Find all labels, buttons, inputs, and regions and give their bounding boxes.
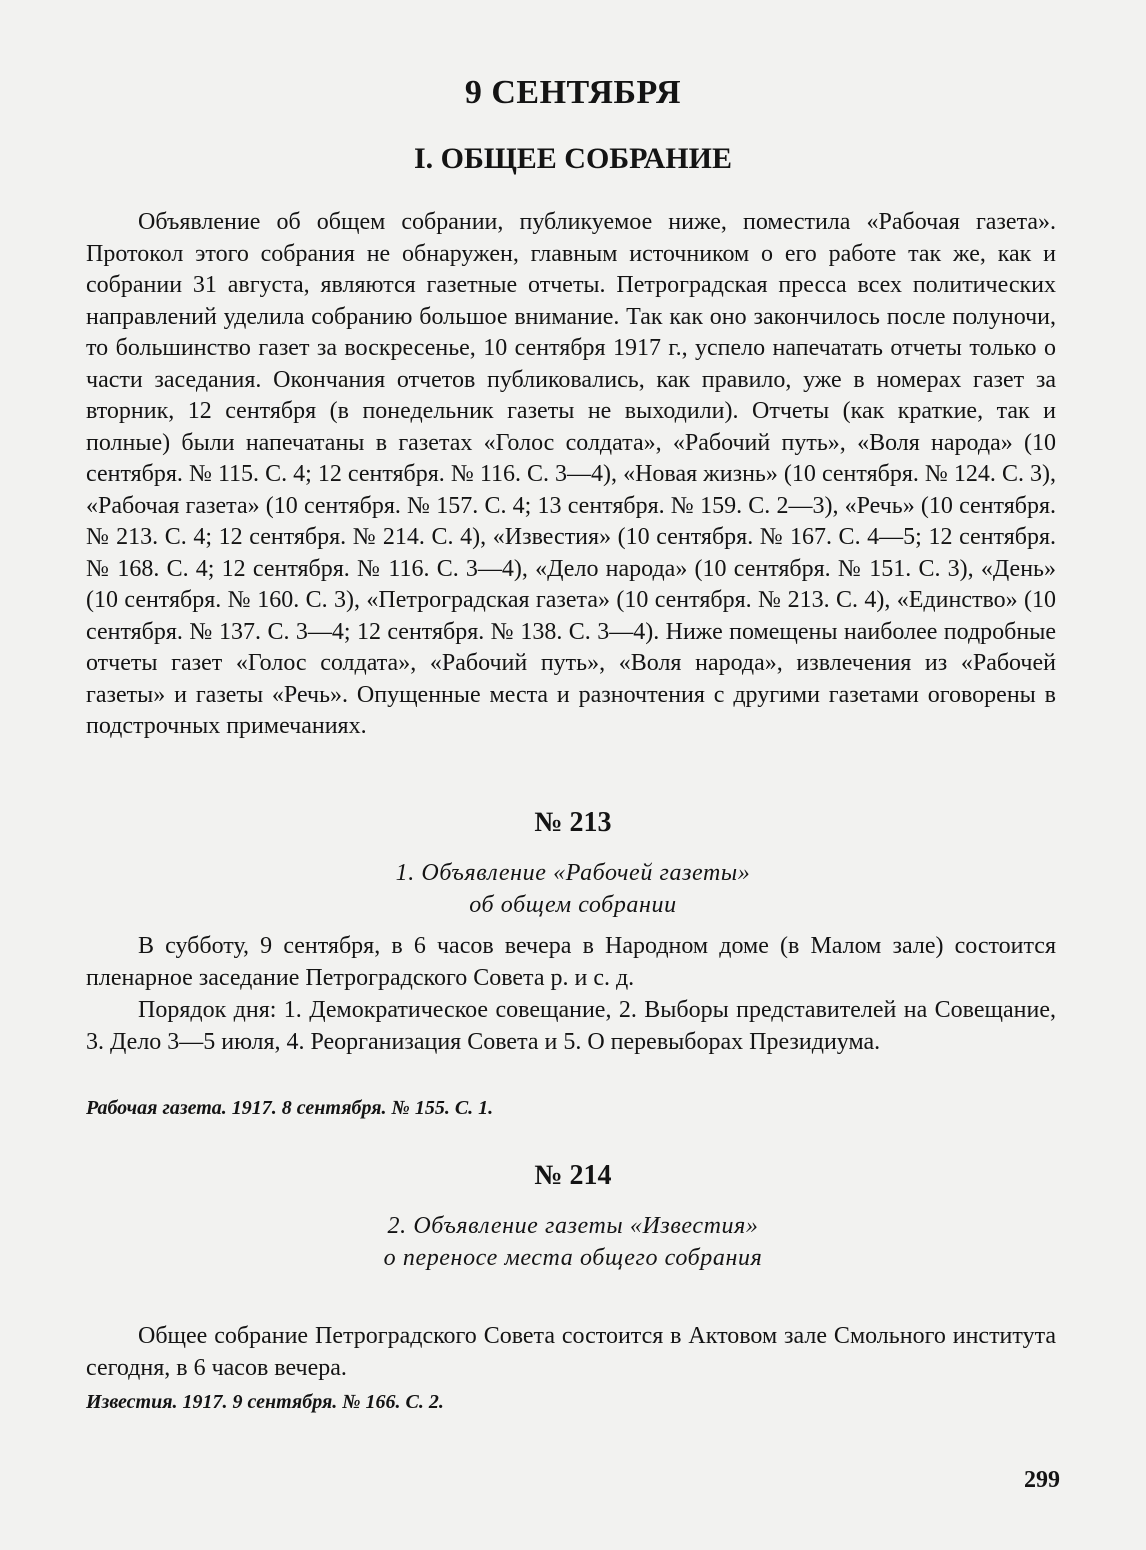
document-title-214 [0,1211,1146,1274]
source-citation-214: Известия. 1917. 9 сентября. № 166. С. 2. [86,1391,444,1413]
document-title-213 [0,858,1146,921]
document-title-214-line2: о переносе места общего собрания [383,1244,763,1271]
announcement-213-paragraph-2: Порядок дня: 1. Демократическое совещание, 2. Выборы представителей на Совещание, 3. Дело 3—5 июля, 4. Реорганизация Совета и 5. О перевыборах Президиума. [86,997,1056,1055]
announcement-213-paragraph-1: В субботу, 9 сентября, в 6 часов вечера в Народном доме (в Малом зале) состоится пленарное заседание Петроградского Совета р. и с. д. [86,933,1056,991]
announcement-214-paragraph-1: Общее собрание Петроградского Совета состоится в Актовом зале Смольного института сегодня, в 6 часов вечера. [86,1323,1056,1381]
date-heading: 9 СЕНТЯБРЯ [464,74,682,111]
intro-paragraph: Объявление об общем собрании, публикуемое ниже, поместила «Рабочая газета». Протокол этого собрания не обнаружен, главным источником о его работе так же, как и собрании 31 августа, являются газетные отчеты. Петроградская пресса всех политических направлений уделила собранию большое внимание. Так как оно закончилось после полуночи, то большинство газет за воскресенье, 10 сентября 1917 г., успело напечатать отчеты только о части заседания. Окончания отчетов публиковались, как правило, уже в номерах газет за вторник, 12 сентября (в понедельник газеты не выходили). Отчеты (как краткие, так и полные) были напечатаны в газетах «Голос солдата», «Рабочий путь», «Воля народа» (10 сентября. № 115. С. 4; 12 сентября. № 116. С. 3—4), «Новая жизнь» (10 сентября. № 124. С. 3), «Рабочая газета» (10 сентября. № 157. С. 4; 13 сентября. № 159. С. 2—3), «Речь» (10 сентября. № 213. С. 4; 12 сентября. № 214. С. 4), «Известия» (10 сентября. № 167. С. 4—5; 12 сентября. № 168. С. 4; 12 сентября. № 116. С. 3—4), «Дело народа» (10 сентября. № 151. С. 3), «День» (10 сентября. № 160. С. 3), «Петроградская газета» (10 сентября. № 213. С. 4), «Единство» (10 сентября. № 137. С. 3—4; 12 сентября. № 138. С. 3—4). Ниже помещены наиболее подробные отчеты газет «Голос солдата», «Рабочий путь», «Воля народа», извлечения из «Рабочей газеты» и газеты «Речь». Опущенные места и разночтения с другими газетами оговорены в подстрочных примечаниях. [86,209,1056,739]
section-heading: I. ОБЩЕЕ СОБРАНИЕ [414,142,732,175]
source-citation-213: Рабочая газета. 1917. 8 сентября. № 155. С. 1. [86,1097,494,1119]
document-number-213: № 213 [534,807,612,838]
document-title-214-line1: 2. Объявление газеты «Известия» [387,1213,759,1239]
document-title-213-line1: 1. Объявление «Рабочей газеты» [395,860,751,886]
document-title-213-line2: об общем собрании [469,891,677,918]
document-number-214: № 214 [534,1160,612,1191]
page-number: 299 [1024,1467,1060,1493]
